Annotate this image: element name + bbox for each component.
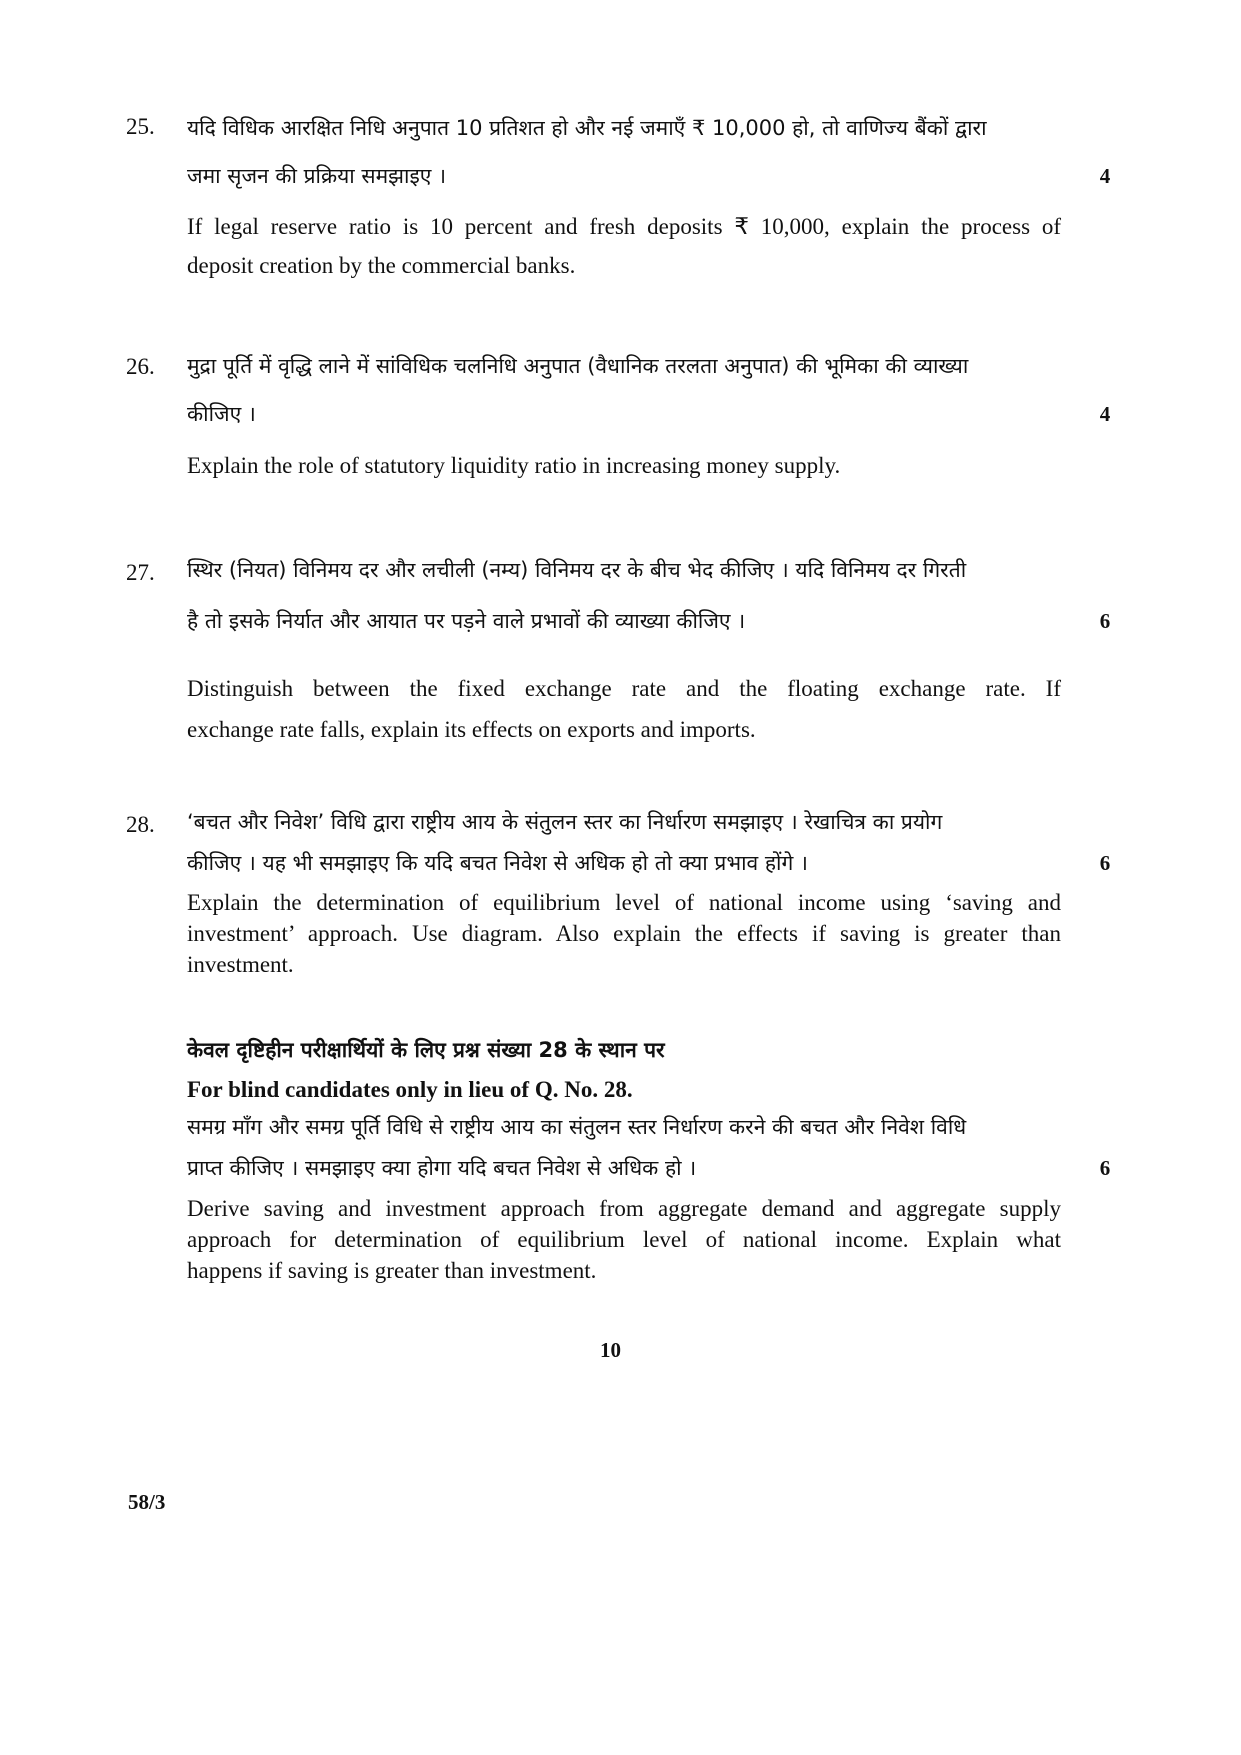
question-number: 26.: [126, 354, 155, 379]
question-hindi-line: समग्र माँग और समग्र पूर्ति विधि से राष्ट्रीय आय का संतुलन स्तर निर्धारण करने की बचत और निवेश विधि: [187, 1115, 967, 1139]
question-english-line: Derive saving and investment approach from aggregate demand and aggregate supply: [187, 1196, 1061, 1221]
question-hindi-line: जमा सृजन की प्रक्रिया समझाइए ।: [187, 164, 447, 188]
section-heading-english: For blind candidates only in lieu of Q. No. 28.: [187, 1077, 633, 1102]
question-hindi-line: प्राप्त कीजिए । समझाइए क्या होगा यदि बचत निवेश से अधिक हो ।: [187, 1156, 697, 1180]
question-hindi-line: कीजिए ।: [187, 402, 256, 426]
page-number: 10: [600, 1338, 621, 1362]
question-hindi-line: ‘बचत और निवेश’ विधि द्वारा राष्ट्रीय आय के संतुलन स्तर का निर्धारण समझाइए । रेखाचित्र का प्रयोग: [187, 810, 943, 834]
marks-label: 4: [1099, 402, 1111, 426]
marks-label: 6: [1099, 1156, 1111, 1180]
question-english-line: Distinguish between the fixed exchange rate and the floating exchange rate. If: [187, 676, 1061, 701]
section-heading-hindi: केवल दृष्टिहीन परीक्षार्थियों के लिए प्रश्न संख्या 28 के स्थान पर: [187, 1038, 665, 1062]
question-hindi-line: यदि विधिक आरक्षित निधि अनुपात 10 प्रतिशत हो और नई जमाएँ ₹ 10,000 हो, तो वाणिज्य बैंकों द्वारा: [187, 116, 987, 140]
marks-label: 4: [1099, 164, 1111, 188]
question-hindi-line: मुद्रा पूर्ति में वृद्धि लाने में सांविधिक चलनिधि अनुपात (वैधानिक तरलता अनुपात) की भूमिका की व्याख्या: [187, 354, 969, 378]
question-number: 25.: [126, 114, 155, 139]
question-english-line: deposit creation by the commercial banks.: [187, 253, 576, 278]
marks-label: 6: [1099, 851, 1111, 875]
question-number: 28.: [126, 812, 155, 837]
question-english-line: exchange rate falls, explain its effects on exports and imports.: [187, 717, 756, 742]
question-english-line: Explain the determination of equilibrium level of national income using ‘saving and: [187, 890, 1061, 915]
question-hindi-line: स्थिर (नियत) विनिमय दर और लचीली (नम्य) विनिमय दर के बीच भेद कीजिए । यदि विनिमय दर गिरती: [187, 558, 967, 582]
question-english-line: Explain the role of statutory liquidity ratio in increasing money supply.: [187, 453, 841, 478]
question-english-line: investment’ approach. Use diagram. Also explain the effects if saving is greater than: [187, 921, 1061, 946]
question-hindi-line: है तो इसके निर्यात और आयात पर पड़ने वाले प्रभावों की व्याख्या कीजिए ।: [187, 609, 746, 633]
question-number: 27.: [126, 560, 155, 585]
question-english-line: investment.: [187, 952, 294, 977]
question-english-line: If legal reserve ratio is 10 percent and fresh deposits ₹ 10,000, explain the process of: [187, 214, 1061, 239]
question-hindi-line: कीजिए । यह भी समझाइए कि यदि बचत निवेश से अधिक हो तो क्या प्रभाव होंगे ।: [187, 851, 808, 875]
question-english-line: happens if saving is greater than investment.: [187, 1258, 597, 1283]
marks-label: 6: [1099, 609, 1111, 633]
paper-code: 58/3: [128, 1490, 166, 1514]
question-english-line: approach for determination of equilibrium level of national income. Explain what: [187, 1227, 1061, 1252]
